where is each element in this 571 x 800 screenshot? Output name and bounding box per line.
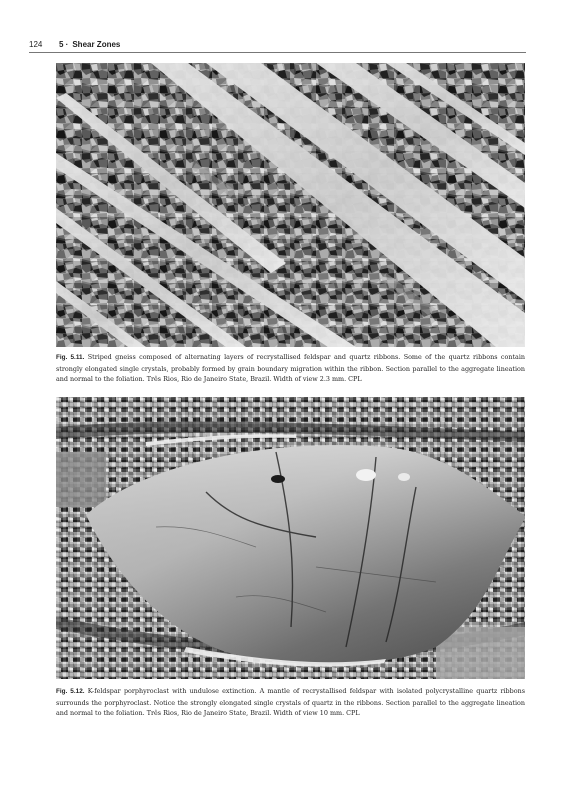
figure-caption <box>56 686 525 719</box>
figure-caption-text: K-feldspar porphyroclast with undulose extinction. A mantle of recrystallised feldspar with isolated polycrystalline quartz ribbons surrounds the porphyroclast. Notice the strongly elongated single crystals of quartz in the ribbons. Section parallel to the aggregate lineation and normal to the foliation. Três Rios, Rio de Janeiro State, Brazil. Width of view 10 mm. CPL <box>56 687 525 717</box>
page-number: 124 <box>29 39 43 49</box>
figure-label: Fig. 5.11. <box>56 354 85 361</box>
gneiss-photo-graphic <box>56 63 525 347</box>
figure-caption-text: Striped gneiss composed of alternating layers of recrystallised feldspar and quartz ribbons. Some of the quartz ribbons contain strongly elongated single crystals, probably formed by grain boundary migration within the ribbon. Section parallel to the aggregate lineation and normal to the foliation. Três Rios, Rio de Janeiro State, Brazil. Width of view 2.3 mm. CPL <box>56 353 525 383</box>
porphyroclast-micrograph <box>56 397 525 679</box>
figure-label: Fig. 5.12. <box>56 688 85 695</box>
running-header <box>29 37 526 51</box>
header-rule <box>29 52 526 53</box>
chapter-separator: 5 · <box>59 39 69 49</box>
porphyroclast-photo-graphic <box>56 397 525 679</box>
figure-caption <box>56 352 525 385</box>
chapter-title: Shear Zones <box>72 39 121 49</box>
striped-gneiss-micrograph <box>56 63 525 347</box>
